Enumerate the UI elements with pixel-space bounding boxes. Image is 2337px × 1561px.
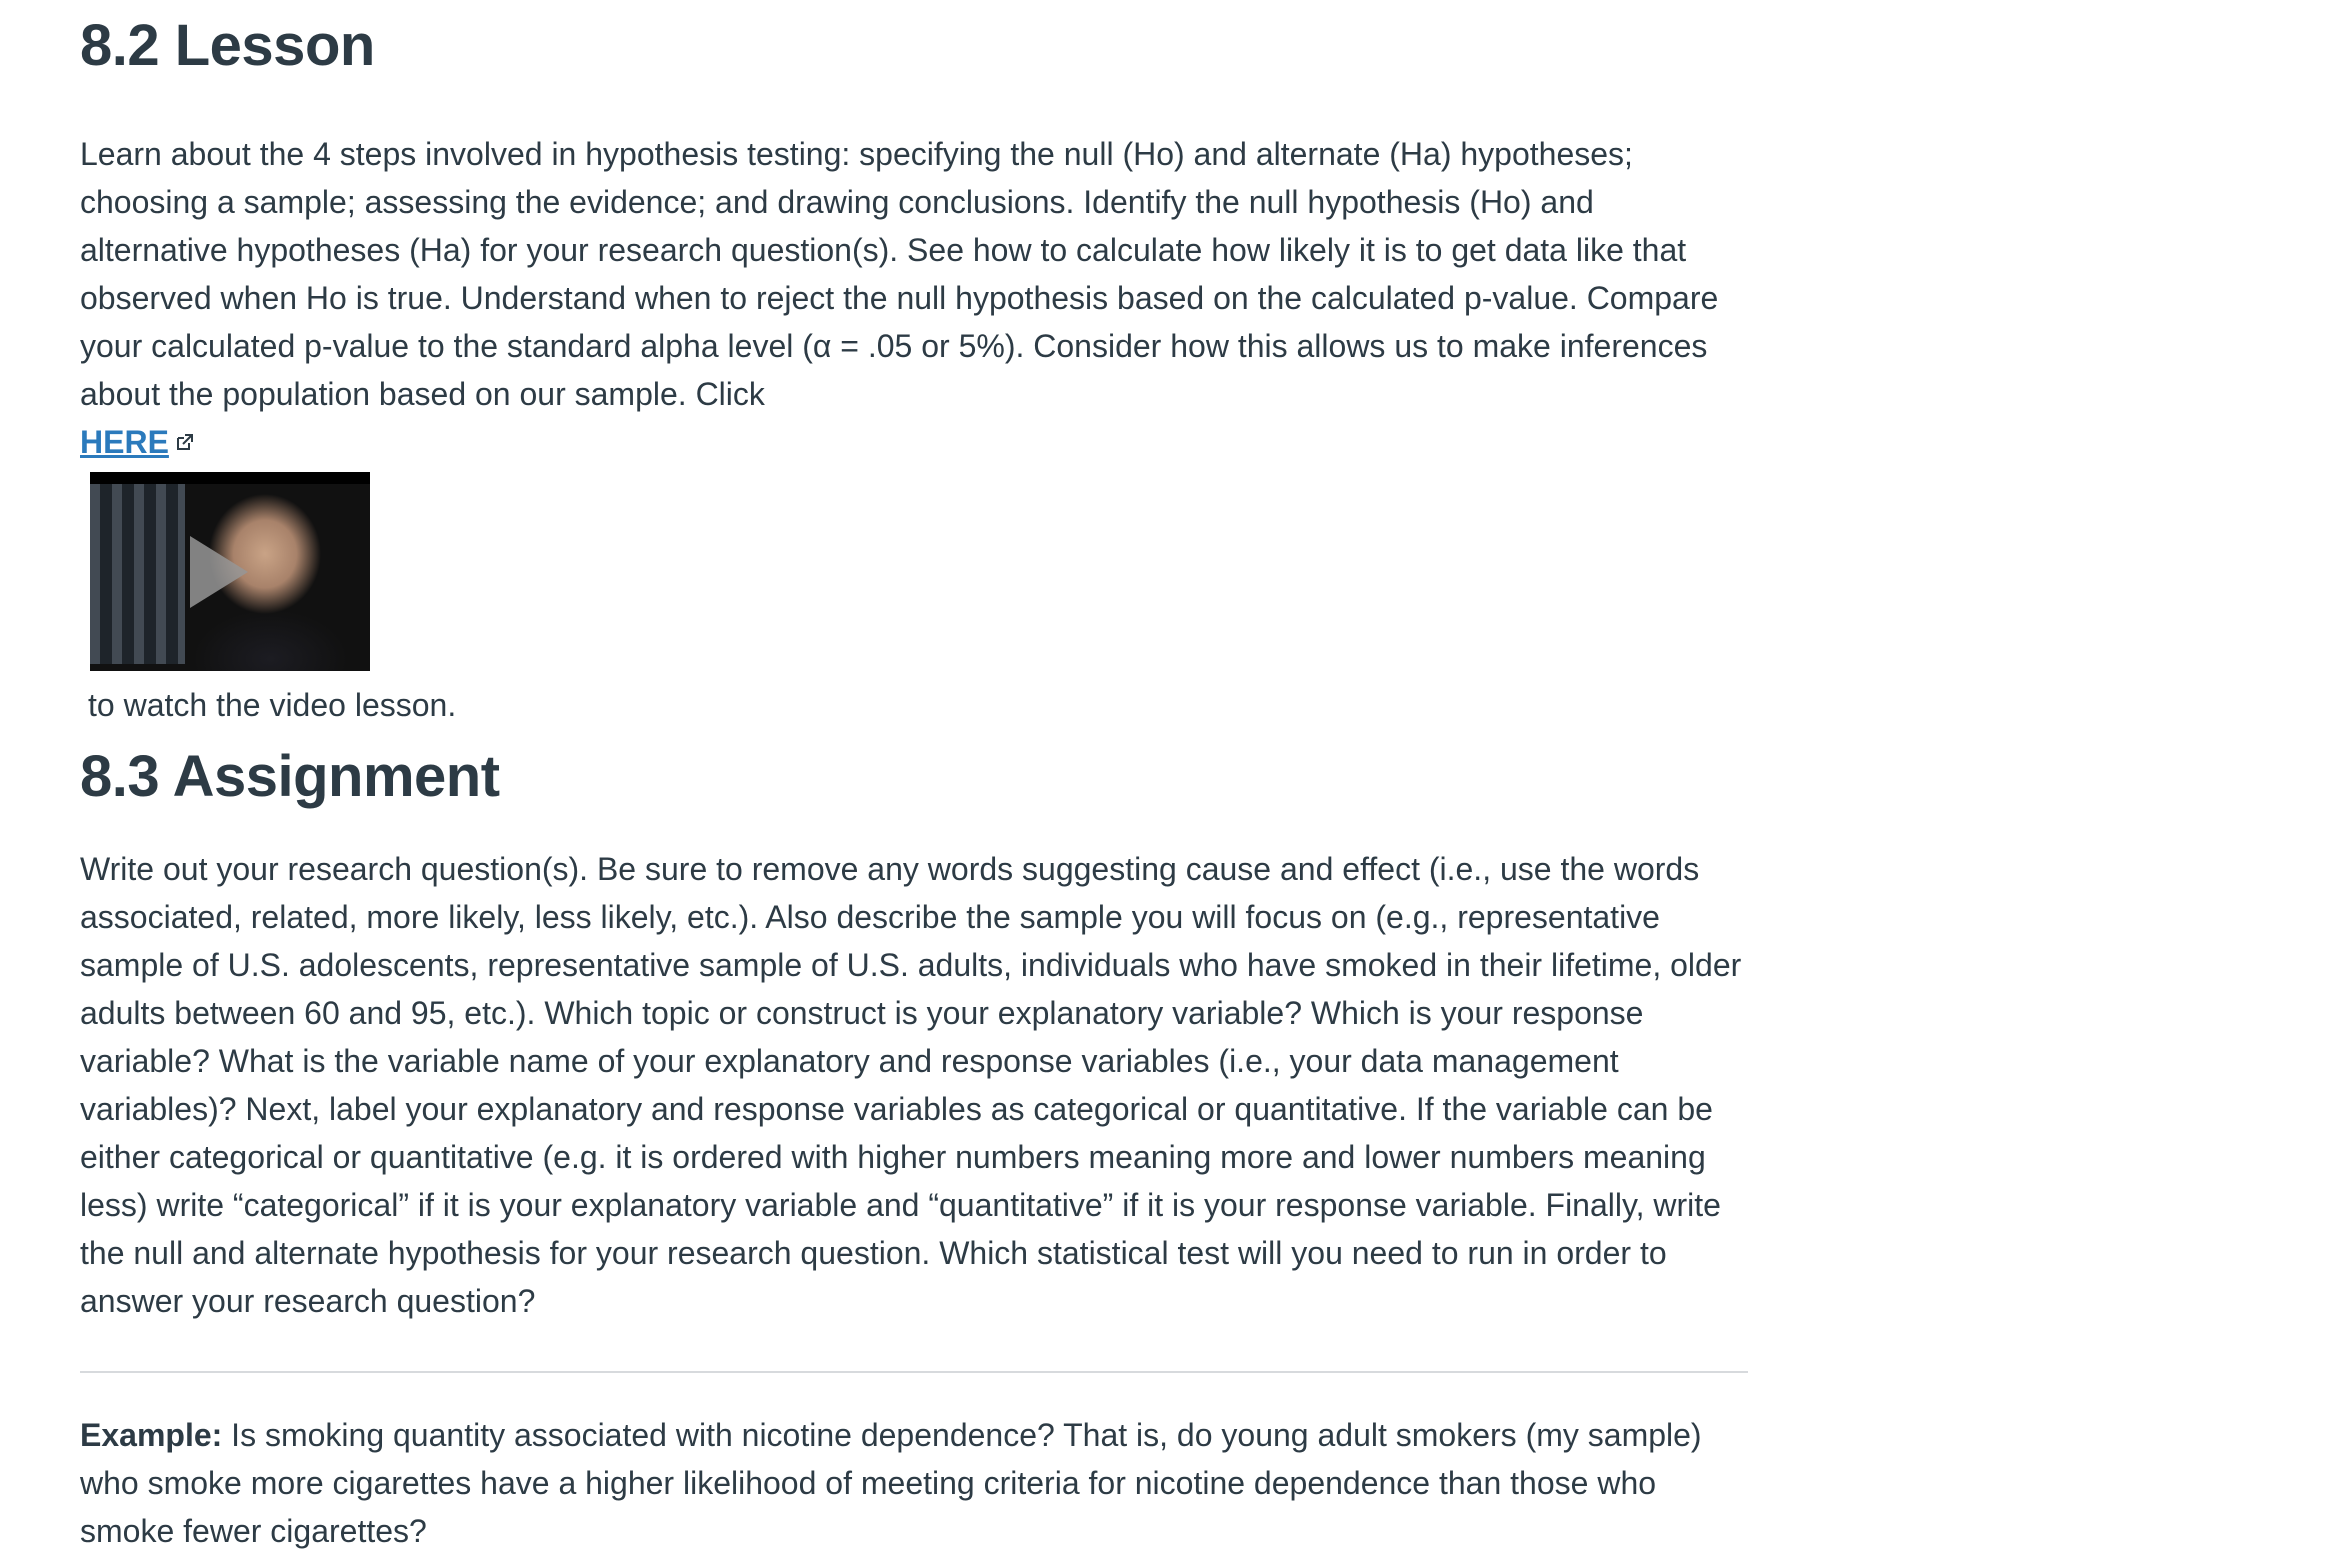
section-divider: [80, 1371, 1748, 1373]
assignment-description: Write out your research question(s). Be sure to remove any words suggesting cause and effect (i.e., use the words associated, related, more likely, less likely, etc.). Also describe the sample you will focus on (e.g., representative sample of U.S. adolescents, representative sample of U.S. adults, individuals who have smoked in their lifetime, older adults between 60 and 95, etc.). Which topic or construct is your explanatory variable? Which is your response variable? What is the variable name of your explanatory and response variables (i.e., your data management variables)? Next, label your explanatory and response variables as categorical or quantitative. If the variable can be either categorical or quantitative (e.g. it is ordered with higher numbers meaning more and lower numbers meaning less) write “categorical” if it is your explanatory variable and “quantitative” if it is your response variable. Finally, write the null and alternate hypothesis for your research question. Which statistical test will you need to run in order to answer your research question?: [80, 850, 1742, 1319]
lesson-heading: 8.2 Lesson: [80, 13, 375, 78]
lesson-description: Learn about the 4 steps involved in hypothesis testing: specifying the null (Ho) and alternate (Ha) hypotheses; choosing a sample; assessing the evidence; and drawing conclusions. Identify the null hypothesis (Ho) and alternative hypotheses (Ha) for your research question(s). See how to calculate how likely it is to get data like that observed when Ho is true. Understand when to reject the null hypothesis based on the calculated p-value. Compare your calculated p-value to the standard alpha level (α = .05 or 5%). Consider how this allows us to make inferences about the population based on our sample. Click: [80, 135, 1719, 412]
here-link[interactable]: [80, 418, 195, 466]
here-link-label[interactable]: HERE: [80, 423, 169, 460]
video-lesson-thumbnail[interactable]: [90, 472, 370, 671]
external-link-icon: [175, 432, 195, 452]
after-video-text: to watch the video lesson.: [88, 686, 457, 723]
example-paragraph: [80, 1411, 1750, 1555]
video-background-machines: [90, 484, 185, 664]
example-label: Example:: [80, 1416, 223, 1453]
play-icon[interactable]: [190, 536, 248, 608]
example-body: Is smoking quantity associated with nicotine dependence? That is, do young adult smokers (my sample) who smoke more cigarettes have a higher likelihood of meeting criteria for nicotine dependence than those who smoke fewer cigarettes?: [80, 1416, 1702, 1549]
page-content: [80, 0, 1750, 1555]
assignment-heading: 8.3 Assignment: [80, 743, 500, 809]
